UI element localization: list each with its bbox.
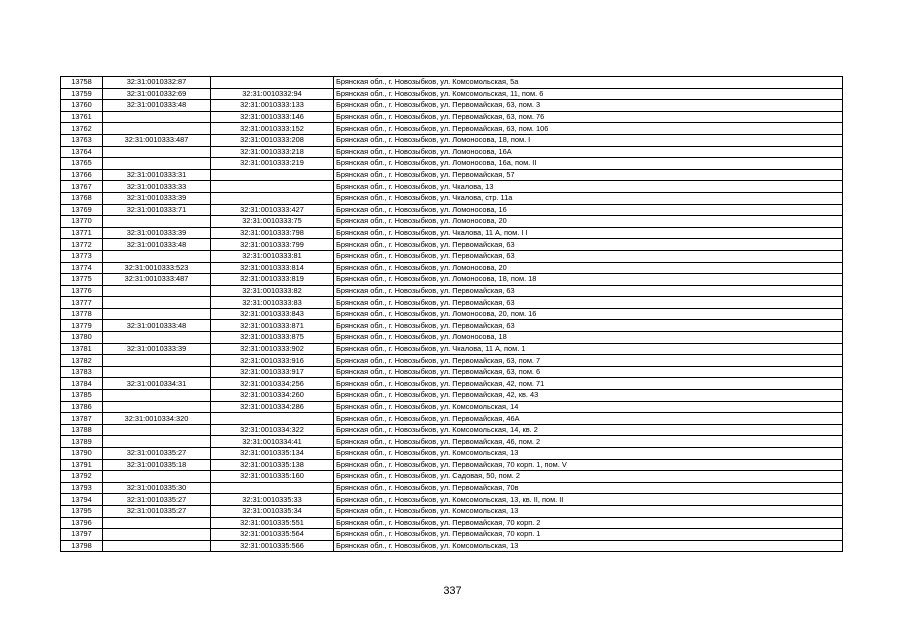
cadastral-table (60, 76, 843, 552)
parent-cadastral-number-cell (103, 123, 211, 135)
parent-cadastral-number-cell (103, 424, 211, 436)
row-number-cell: 13763 (61, 134, 103, 146)
table-row (61, 169, 843, 181)
cadastral-number-cell: 32:31:0010333:219 (211, 158, 334, 170)
cadastral-number-cell: 32:31:0010334:286 (211, 401, 334, 413)
row-number-cell: 13789 (61, 436, 103, 448)
row-number-cell: 13765 (61, 158, 103, 170)
address-cell: Брянская обл., г. Новозыбков, ул. Комсомольская, 14, кв. 2 (334, 424, 843, 436)
row-number-cell: 13782 (61, 355, 103, 367)
cadastral-number-cell: 32:31:0010333:917 (211, 366, 334, 378)
cadastral-number-cell: 32:31:0010334:322 (211, 424, 334, 436)
parent-cadastral-number-cell (103, 111, 211, 123)
cadastral-number-cell: 32:31:0010333:814 (211, 262, 334, 274)
address-cell: Брянская обл., г. Новозыбков, ул. Ломоносова, 16а, пом. II (334, 158, 843, 170)
table-row (61, 320, 843, 332)
table-row (61, 517, 843, 529)
table-row (61, 146, 843, 158)
cadastral-number-cell: 32:31:0010335:34 (211, 505, 334, 517)
cadastral-number-cell: 32:31:0010333:799 (211, 239, 334, 251)
cadastral-number-cell: 32:31:0010333:798 (211, 227, 334, 239)
table-row (61, 459, 843, 471)
cadastral-number-cell: 32:31:0010334:256 (211, 378, 334, 390)
parent-cadastral-number-cell: 32:31:0010333:48 (103, 320, 211, 332)
row-number-cell: 13780 (61, 332, 103, 344)
row-number-cell: 13762 (61, 123, 103, 135)
cadastral-number-cell: 32:31:0010333:427 (211, 204, 334, 216)
table-row (61, 505, 843, 517)
address-cell: Брянская обл., г. Новозыбков, ул. Первомайская, 63, пом. 6 (334, 366, 843, 378)
parent-cadastral-number-cell: 32:31:0010335:27 (103, 505, 211, 517)
cadastral-number-cell: 32:31:0010333:75 (211, 216, 334, 228)
table-row (61, 262, 843, 274)
row-number-cell: 13798 (61, 540, 103, 552)
row-number-cell: 13788 (61, 424, 103, 436)
row-number-cell: 13773 (61, 250, 103, 262)
row-number-cell: 13779 (61, 320, 103, 332)
address-cell: Брянская обл., г. Новозыбков, ул. Первомайская, 42, кв. 43 (334, 390, 843, 402)
parent-cadastral-number-cell (103, 471, 211, 483)
cadastral-number-cell: 32:31:0010333:902 (211, 343, 334, 355)
address-cell: Брянская обл., г. Новозыбков, ул. Комсомольская, 13 (334, 505, 843, 517)
row-number-cell: 13758 (61, 77, 103, 89)
row-number-cell: 13785 (61, 390, 103, 402)
row-number-cell: 13790 (61, 448, 103, 460)
cadastral-number-cell: 32:31:0010333:819 (211, 274, 334, 286)
parent-cadastral-number-cell (103, 366, 211, 378)
table-row (61, 227, 843, 239)
table-row (61, 424, 843, 436)
address-cell: Брянская обл., г. Новозыбков, ул. Первомайская, 63 (334, 285, 843, 297)
table-row (61, 332, 843, 344)
parent-cadastral-number-cell: 32:31:0010333:39 (103, 227, 211, 239)
row-number-cell: 13759 (61, 88, 103, 100)
row-number-cell: 13775 (61, 274, 103, 286)
table-row (61, 77, 843, 89)
table-row (61, 401, 843, 413)
row-number-cell: 13783 (61, 366, 103, 378)
parent-cadastral-number-cell: 32:31:0010333:39 (103, 343, 211, 355)
cadastral-number-cell: 32:31:0010335:551 (211, 517, 334, 529)
table-row (61, 471, 843, 483)
parent-cadastral-number-cell (103, 436, 211, 448)
parent-cadastral-number-cell (103, 285, 211, 297)
row-number-cell: 13771 (61, 227, 103, 239)
address-cell: Брянская обл., г. Новозыбков, ул. Ломоносова, 16А (334, 146, 843, 158)
row-number-cell: 13772 (61, 239, 103, 251)
cadastral-number-cell: 32:31:0010333:146 (211, 111, 334, 123)
cadastral-number-cell (211, 413, 334, 425)
table-row (61, 134, 843, 146)
address-cell: Брянская обл., г. Новозыбков, ул. Комсомольская, 13, кв. II, пом. II (334, 494, 843, 506)
row-number-cell: 13781 (61, 343, 103, 355)
table-row (61, 482, 843, 494)
table-row (61, 297, 843, 309)
table-row (61, 366, 843, 378)
parent-cadastral-number-cell: 32:31:0010334:320 (103, 413, 211, 425)
parent-cadastral-number-cell (103, 401, 211, 413)
parent-cadastral-number-cell: 32:31:0010333:31 (103, 169, 211, 181)
table-row (61, 494, 843, 506)
address-cell: Брянская обл., г. Новозыбков, ул. Чкалова, стр. 11а (334, 192, 843, 204)
address-cell: Брянская обл., г. Новозыбков, ул. Первомайская, 63 (334, 250, 843, 262)
row-number-cell: 13787 (61, 413, 103, 425)
cadastral-number-cell: 32:31:0010335:160 (211, 471, 334, 483)
parent-cadastral-number-cell (103, 308, 211, 320)
address-cell: Брянская обл., г. Новозыбков, ул. Комсомольская, 13 (334, 540, 843, 552)
row-number-cell: 13761 (61, 111, 103, 123)
table-row (61, 378, 843, 390)
address-cell: Брянская обл., г. Новозыбков, ул. Чкалова, 11 А, пом. 1 (334, 343, 843, 355)
row-number-cell: 13795 (61, 505, 103, 517)
row-number-cell: 13770 (61, 216, 103, 228)
address-cell: Брянская обл., г. Новозыбков, ул. Первомайская, 70в (334, 482, 843, 494)
parent-cadastral-number-cell: 32:31:0010332:87 (103, 77, 211, 89)
table-row (61, 111, 843, 123)
cadastral-number-cell: 32:31:0010333:218 (211, 146, 334, 158)
table-row (61, 308, 843, 320)
table-row (61, 529, 843, 541)
address-cell: Брянская обл., г. Новозыбков, ул. Ломоносова, 20 (334, 216, 843, 228)
cadastral-number-cell: 32:31:0010333:83 (211, 297, 334, 309)
cadastral-number-cell: 32:31:0010333:81 (211, 250, 334, 262)
row-number-cell: 13766 (61, 169, 103, 181)
cadastral-number-cell: 32:31:0010333:871 (211, 320, 334, 332)
parent-cadastral-number-cell (103, 390, 211, 402)
parent-cadastral-number-cell (103, 517, 211, 529)
cadastral-number-cell: 32:31:0010335:33 (211, 494, 334, 506)
table-row (61, 88, 843, 100)
parent-cadastral-number-cell: 32:31:0010335:30 (103, 482, 211, 494)
address-cell: Брянская обл., г. Новозыбков, ул. Комсомольская, 14 (334, 401, 843, 413)
address-cell: Брянская обл., г. Новозыбков, ул. Чкалова, 13 (334, 181, 843, 193)
cadastral-number-cell: 32:31:0010333:916 (211, 355, 334, 367)
cadastral-number-cell (211, 192, 334, 204)
parent-cadastral-number-cell (103, 297, 211, 309)
table-row (61, 540, 843, 552)
address-cell: Брянская обл., г. Новозыбков, ул. Первомайская, 63 (334, 320, 843, 332)
address-cell: Брянская обл., г. Новозыбков, ул. Ломоносова, 20 (334, 262, 843, 274)
address-cell: Брянская обл., г. Новозыбков, ул. Комсомольская, 5а (334, 77, 843, 89)
address-cell: Брянская обл., г. Новозыбков, ул. Ломоносова, 18, пом. 18 (334, 274, 843, 286)
row-number-cell: 13797 (61, 529, 103, 541)
parent-cadastral-number-cell: 32:31:0010335:27 (103, 448, 211, 460)
parent-cadastral-number-cell (103, 332, 211, 344)
address-cell: Брянская обл., г. Новозыбков, ул. Первомайская, 57 (334, 169, 843, 181)
table-row (61, 181, 843, 193)
row-number-cell: 13792 (61, 471, 103, 483)
cadastral-number-cell: 32:31:0010333:152 (211, 123, 334, 135)
parent-cadastral-number-cell (103, 146, 211, 158)
cadastral-number-cell (211, 181, 334, 193)
cadastral-number-cell: 32:31:0010335:566 (211, 540, 334, 552)
table-row (61, 123, 843, 135)
table-row (61, 250, 843, 262)
address-cell: Брянская обл., г. Новозыбков, ул. Первомайская, 70 корп. 1 (334, 529, 843, 541)
page-number: 337 (443, 585, 462, 597)
parent-cadastral-number-cell: 32:31:0010333:39 (103, 192, 211, 204)
parent-cadastral-number-cell (103, 355, 211, 367)
cadastral-number-cell: 32:31:0010334:41 (211, 436, 334, 448)
table-row (61, 158, 843, 170)
table-row (61, 285, 843, 297)
address-cell: Брянская обл., г. Новозыбков, ул. Первомайская, 70 корп. 2 (334, 517, 843, 529)
address-cell: Брянская обл., г. Новозыбков, ул. Первомайская, 63 (334, 297, 843, 309)
address-cell: Брянская обл., г. Новозыбков, ул. Комсомольская, 13 (334, 448, 843, 460)
parent-cadastral-number-cell: 32:31:0010335:27 (103, 494, 211, 506)
row-number-cell: 13786 (61, 401, 103, 413)
row-number-cell: 13791 (61, 459, 103, 471)
parent-cadastral-number-cell: 32:31:0010333:33 (103, 181, 211, 193)
table-row (61, 100, 843, 112)
table-row (61, 343, 843, 355)
row-number-cell: 13769 (61, 204, 103, 216)
parent-cadastral-number-cell: 32:31:0010333:487 (103, 274, 211, 286)
parent-cadastral-number-cell: 32:31:0010333:48 (103, 100, 211, 112)
row-number-cell: 13778 (61, 308, 103, 320)
address-cell: Брянская обл., г. Новозыбков, ул. Первомайская, 42, пом. 71 (334, 378, 843, 390)
parent-cadastral-number-cell (103, 540, 211, 552)
parent-cadastral-number-cell: 32:31:0010334:31 (103, 378, 211, 390)
table-row (61, 204, 843, 216)
table-row (61, 216, 843, 228)
cadastral-number-cell: 32:31:0010333:133 (211, 100, 334, 112)
parent-cadastral-number-cell (103, 529, 211, 541)
parent-cadastral-number-cell: 32:31:0010333:48 (103, 239, 211, 251)
address-cell: Брянская обл., г. Новозыбков, ул. Первомайская, 63 (334, 239, 843, 251)
address-cell: Брянская обл., г. Новозыбков, ул. Чкалова, 11 А, пом. I I (334, 227, 843, 239)
address-cell: Брянская обл., г. Новозыбков, ул. Первомайская, 46А (334, 413, 843, 425)
cadastral-number-cell: 32:31:0010332:94 (211, 88, 334, 100)
row-number-cell: 13784 (61, 378, 103, 390)
cadastral-number-cell: 32:31:0010335:564 (211, 529, 334, 541)
parent-cadastral-number-cell: 32:31:0010335:18 (103, 459, 211, 471)
row-number-cell: 13764 (61, 146, 103, 158)
row-number-cell: 13794 (61, 494, 103, 506)
parent-cadastral-number-cell: 32:31:0010333:487 (103, 134, 211, 146)
parent-cadastral-number-cell (103, 250, 211, 262)
address-cell: Брянская обл., г. Новозыбков, ул. Ломоносова, 18, пом. I (334, 134, 843, 146)
table-row (61, 413, 843, 425)
address-cell: Брянская обл., г. Новозыбков, ул. Первомайская, 63, пом. 76 (334, 111, 843, 123)
address-cell: Брянская обл., г. Новозыбков, ул. Ломоносова, 16 (334, 204, 843, 216)
row-number-cell: 13768 (61, 192, 103, 204)
address-cell: Брянская обл., г. Новозыбков, ул. Первомайская, 70 корп. 1, пом. V (334, 459, 843, 471)
row-number-cell: 13793 (61, 482, 103, 494)
cadastral-number-cell: 32:31:0010333:82 (211, 285, 334, 297)
cadastral-number-cell: 32:31:0010333:208 (211, 134, 334, 146)
address-cell: Брянская обл., г. Новозыбков, ул. Садовая, 50, пом. 2 (334, 471, 843, 483)
cadastral-number-cell: 32:31:0010333:843 (211, 308, 334, 320)
row-number-cell: 13777 (61, 297, 103, 309)
address-cell: Брянская обл., г. Новозыбков, ул. Комсомольская, 11, пом. 6 (334, 88, 843, 100)
parent-cadastral-number-cell: 32:31:0010333:523 (103, 262, 211, 274)
table-row (61, 436, 843, 448)
row-number-cell: 13760 (61, 100, 103, 112)
cadastral-number-cell: 32:31:0010335:138 (211, 459, 334, 471)
row-number-cell: 13796 (61, 517, 103, 529)
cadastral-number-cell: 32:31:0010335:134 (211, 448, 334, 460)
parent-cadastral-number-cell (103, 158, 211, 170)
table-row (61, 390, 843, 402)
table-row (61, 355, 843, 367)
parent-cadastral-number-cell: 32:31:0010333:71 (103, 204, 211, 216)
cadastral-number-cell (211, 482, 334, 494)
parent-cadastral-number-cell: 32:31:0010332:69 (103, 88, 211, 100)
row-number-cell: 13774 (61, 262, 103, 274)
table-body (61, 77, 843, 552)
row-number-cell: 13776 (61, 285, 103, 297)
table-row (61, 239, 843, 251)
table-row (61, 448, 843, 460)
cadastral-number-cell (211, 77, 334, 89)
address-cell: Брянская обл., г. Новозыбков, ул. Ломоносова, 20, пом. 16 (334, 308, 843, 320)
parent-cadastral-number-cell (103, 216, 211, 228)
cadastral-number-cell (211, 169, 334, 181)
address-cell: Брянская обл., г. Новозыбков, ул. Первомайская, 63, пом. 106 (334, 123, 843, 135)
address-cell: Брянская обл., г. Новозыбков, ул. Первомайская, 63, пом. 3 (334, 100, 843, 112)
address-cell: Брянская обл., г. Новозыбков, ул. Ломоносова, 18 (334, 332, 843, 344)
row-number-cell: 13767 (61, 181, 103, 193)
address-cell: Брянская обл., г. Новозыбков, ул. Первомайская, 46, пом. 2 (334, 436, 843, 448)
table-row (61, 192, 843, 204)
address-cell: Брянская обл., г. Новозыбков, ул. Первомайская, 63, пом. 7 (334, 355, 843, 367)
cadastral-number-cell: 32:31:0010333:875 (211, 332, 334, 344)
table-row (61, 274, 843, 286)
cadastral-number-cell: 32:31:0010334:260 (211, 390, 334, 402)
